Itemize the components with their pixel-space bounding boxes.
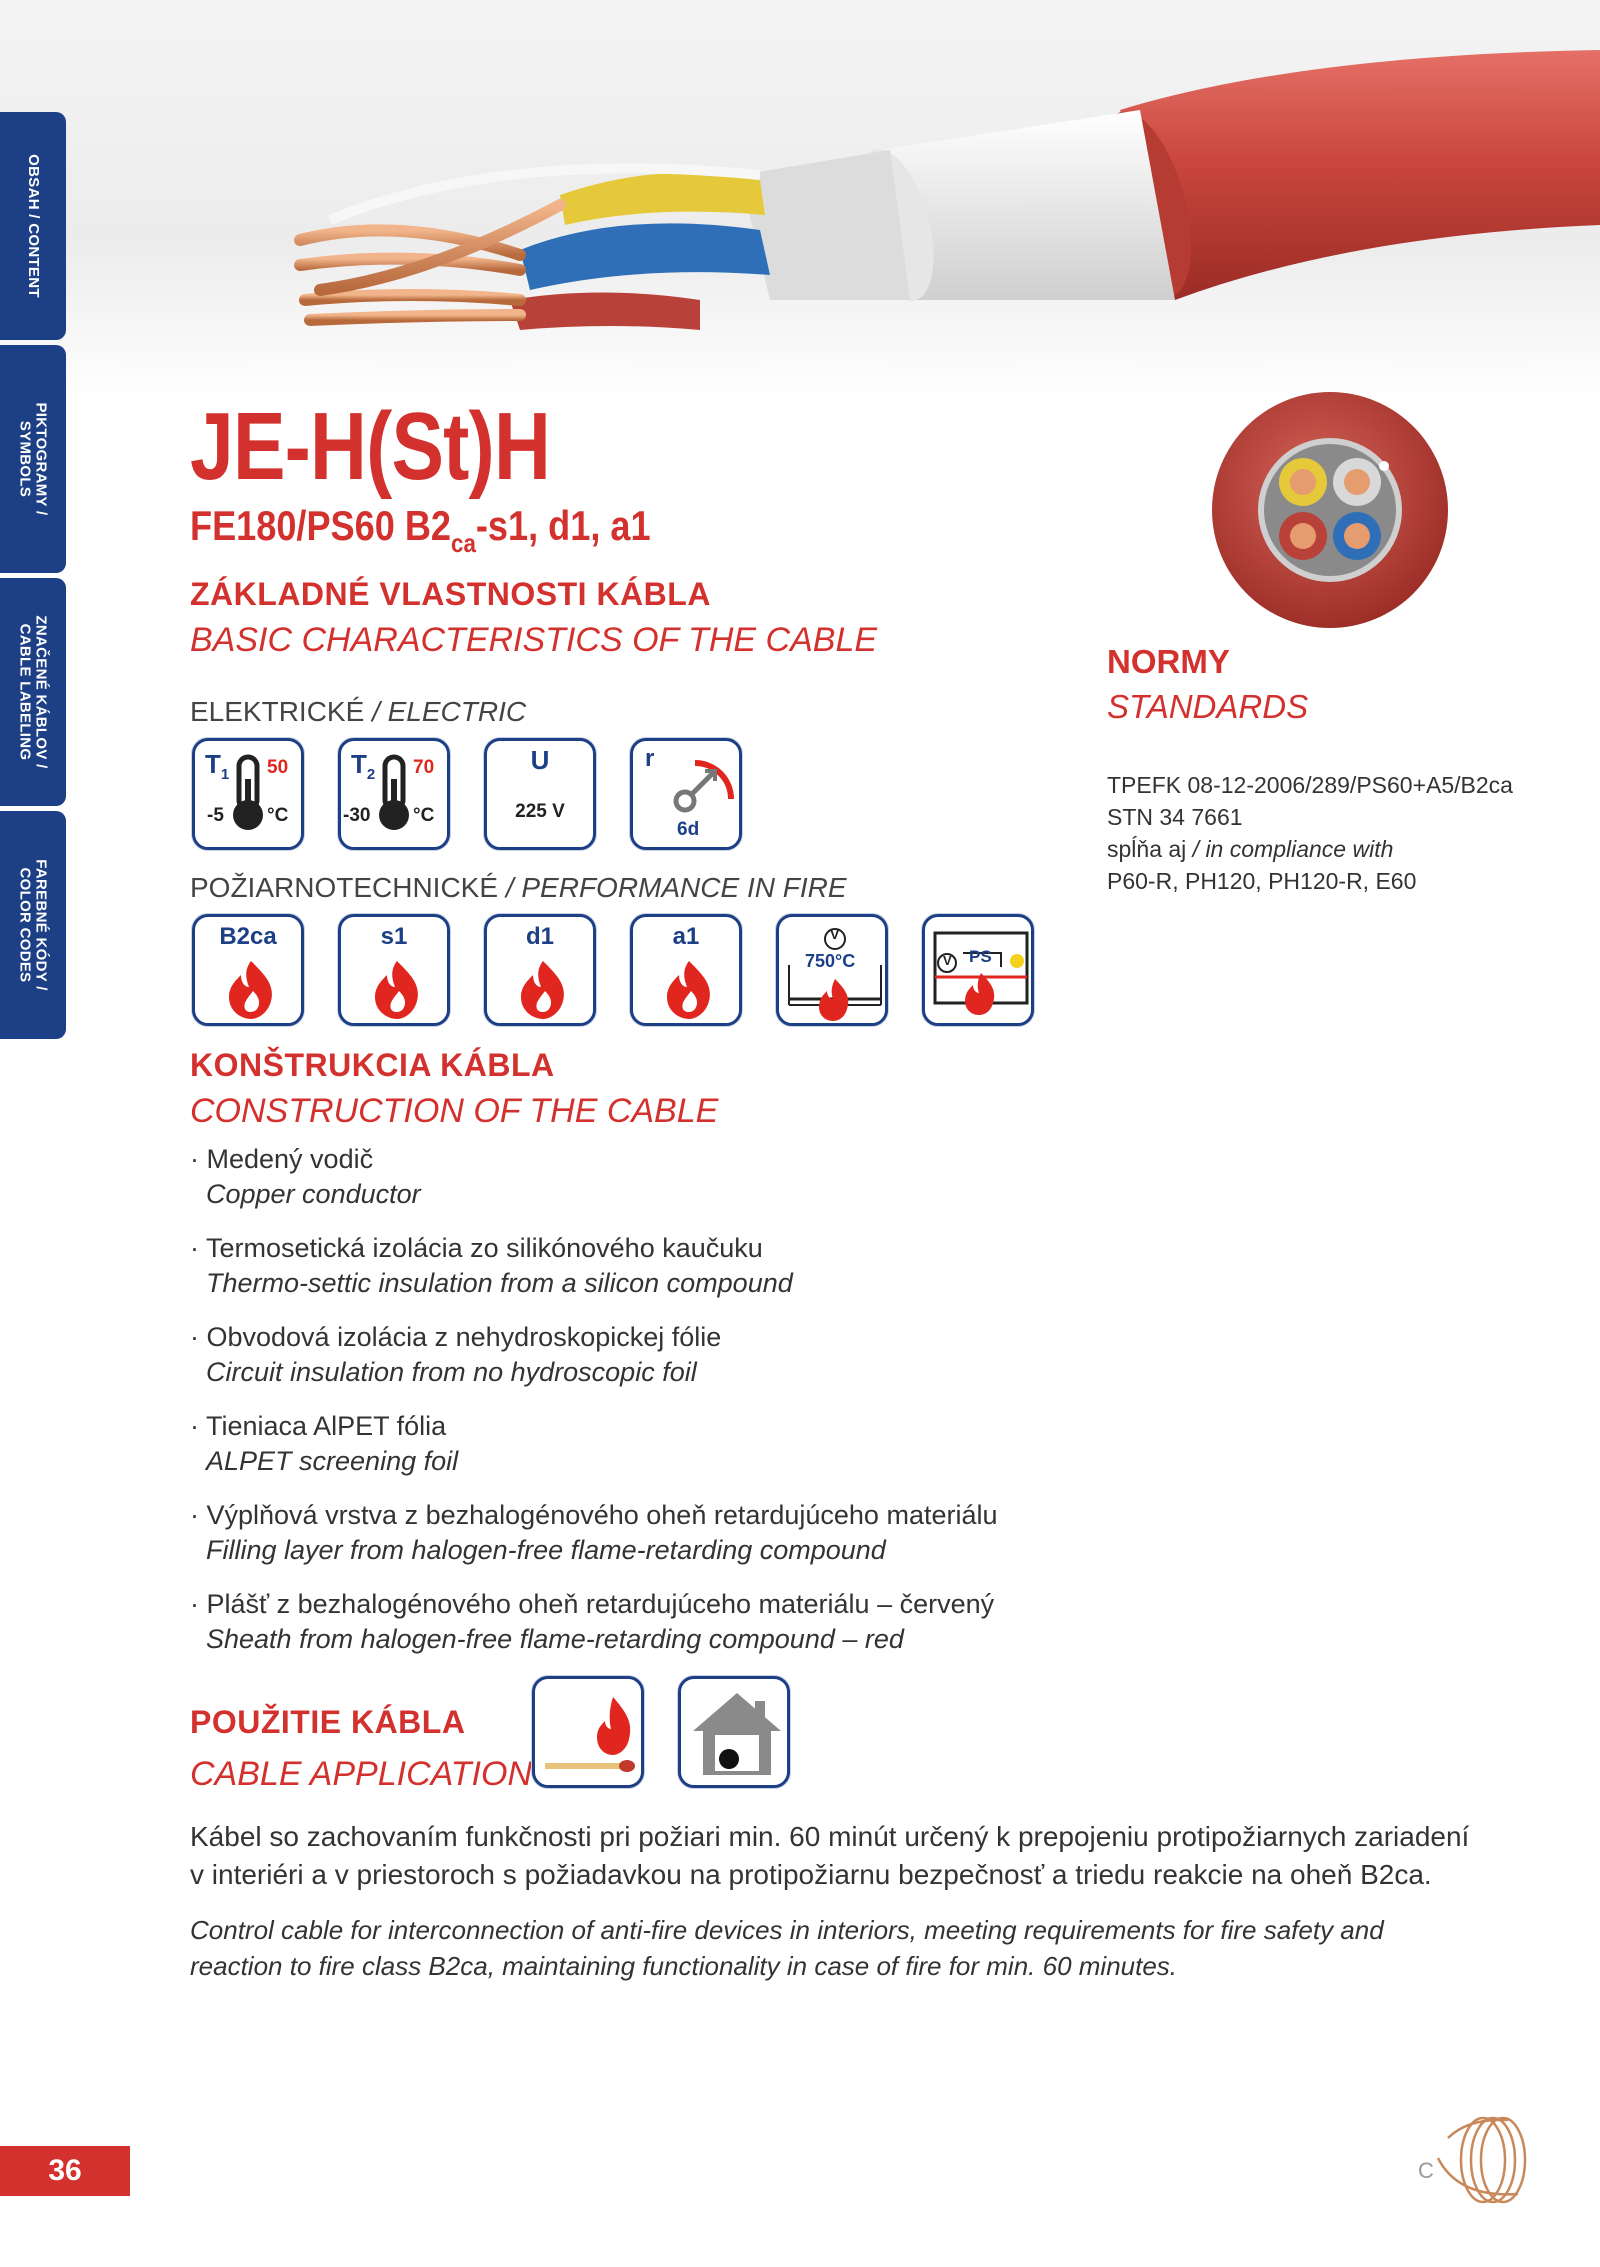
standard-line: spĺňa aj / in compliance with [1107, 836, 1394, 862]
list-item: · Výplňová vrstva z bezhalogénového oheň retardujúceho materiálu Filling layer from halogen-free flame-retarding compound [190, 1500, 998, 1565]
list-item: · Tieniaca AlPET fólia ALPET screening foil [190, 1411, 459, 1476]
fire-label: POŽIARNOTECHNICKÉ / PERFORMANCE IN FIRE [190, 872, 847, 903]
ps-icon: V PS [922, 914, 1034, 1026]
construction-heading-sk: KONŠTRUKCIA KÁBLA [190, 1047, 555, 1083]
cable-hero-image [0, 0, 1600, 400]
cable-cross-section [1210, 390, 1450, 630]
list-item: · Plášť z bezhalogénového oheň retardujúceho materiálu – červený Sheath from halogen-free flame-retarding compound – red [190, 1589, 995, 1654]
bend-radius-icon: r 6d [630, 738, 742, 850]
list-item: · Obvodová izolácia z nehydroskopickej fólie Circuit insulation from no hydroscopic foil [190, 1322, 722, 1387]
side-tab-symbols[interactable]: PIKTOGRAMY / SYMBOLS [0, 345, 66, 573]
standard-line: P60-R, PH120, PH120-R, E60 [1107, 868, 1417, 894]
company-logo-icon [1388, 2098, 1548, 2228]
construction-heading-en: CONSTRUCTION OF THE CABLE [190, 1092, 719, 1130]
side-tab-color-codes[interactable]: FAREBNÉ KÓDY / COLOR CODES [0, 811, 66, 1039]
side-tab-cable-labeling[interactable]: ZNAČENÉ KÁBLOV / CABLE LABELING [0, 578, 66, 806]
application-heading-sk: POUŽITIE KÁBLA [190, 1704, 466, 1740]
standard-line: TPEFK 08-12-2006/289/PS60+A5/B2ca [1107, 772, 1513, 798]
construction-list [190, 1142, 1090, 1676]
match-fire-icon [532, 1676, 644, 1788]
electric-label: ELEKTRICKÉ / ELECTRIC [190, 696, 527, 727]
voltage-icon: U 225 V [484, 738, 596, 850]
fire-750-icon: V 750°C [776, 914, 888, 1026]
standards-heading-sk: NORMY [1107, 643, 1230, 680]
a1-icon: a1 [630, 914, 742, 1026]
b2ca-icon: B2ca [192, 914, 304, 1026]
application-heading-en: CABLE APPLICATION [190, 1755, 532, 1793]
list-item: · Medený vodič Copper conductor [190, 1144, 421, 1209]
application-text-sk: Kábel so zachovaním funkčnosti pri požiari min. 60 minút určený k prepojeniu protipožiarnych zariadení v interiéri a v priestoroch s požiadavkou na protipožiarnu bezpečnosť a triedu reakcie na oheň B2ca. [190, 1821, 1470, 1890]
standards-heading-en: STANDARDS [1107, 688, 1309, 725]
product-subtitle: FE180/PS60 $B2_{ca}-s1$, d1, a1 [190, 502, 651, 558]
d1-icon: d1 [484, 914, 596, 1026]
side-tab-content[interactable]: OBSAH / CONTENT [0, 112, 66, 340]
basic-heading-en: BASIC CHARACTERISTICS OF THE CABLE [190, 621, 878, 659]
svg-text:C: C [1418, 2158, 1434, 2183]
basic-heading-sk: ZÁKLADNÉ VLASTNOSTI KÁBLA [190, 576, 711, 612]
product-title: JE-H(St)H [190, 393, 550, 500]
t1-icon: $T_1$ 50 -5 °C [192, 738, 304, 850]
page-number: 36 [0, 2146, 130, 2196]
house-icon [678, 1676, 790, 1788]
standard-line: STN 34 7661 [1107, 804, 1243, 830]
s1-icon: s1 [338, 914, 450, 1026]
list-item: · Termosetická izolácia zo silikónového kaučuku Thermo-settic insulation from a silicon compound [190, 1233, 793, 1298]
t2-icon: $T_2$ 70 -30 °C [338, 738, 450, 850]
application-text-en: Control cable for interconnection of anti-fire devices in interiors, meeting requirements for fire safety and reaction to fire class B2ca, maintaining functionality in case of fire for min. 60 minutes. [190, 1915, 1384, 1981]
